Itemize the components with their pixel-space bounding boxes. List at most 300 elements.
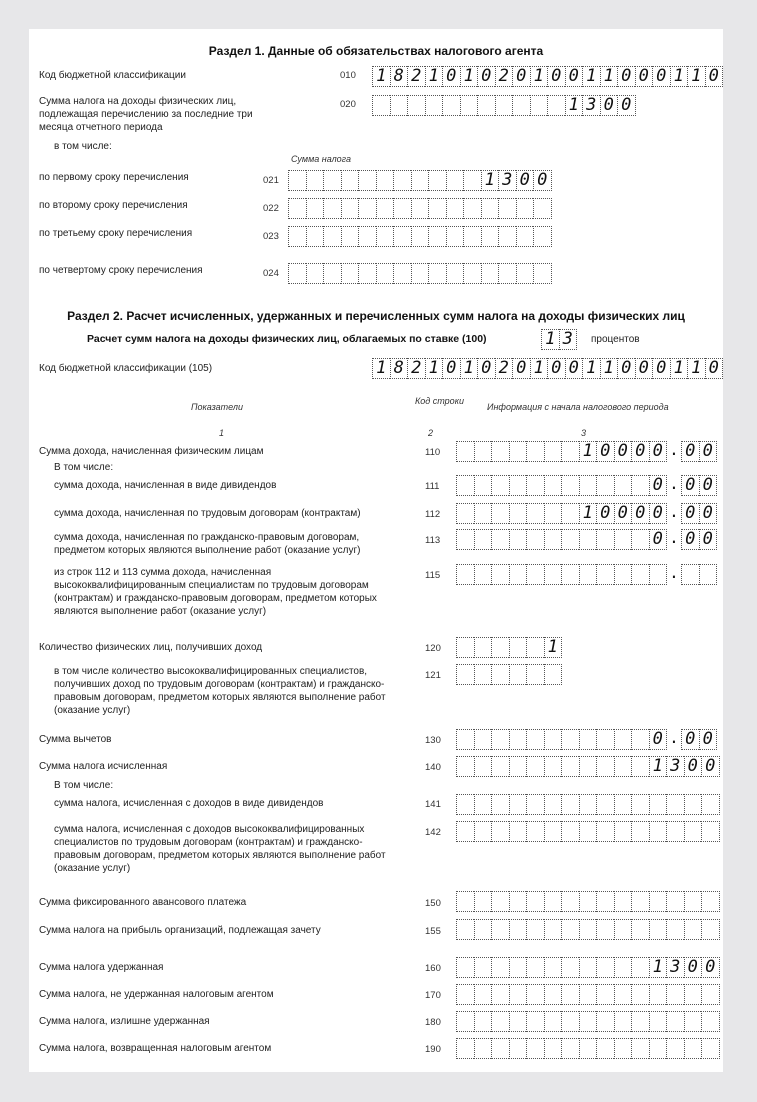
- digit-cell[interactable]: [456, 919, 474, 940]
- digit-cell[interactable]: [411, 170, 429, 191]
- digit-cell[interactable]: 0: [699, 441, 718, 462]
- row-112-field[interactable]: [456, 503, 717, 524]
- digit-cell[interactable]: 0: [681, 475, 699, 496]
- digit-cell[interactable]: [491, 441, 509, 462]
- digit-cell[interactable]: [460, 95, 478, 116]
- digit-cell[interactable]: [474, 1011, 492, 1032]
- digit-cell[interactable]: [456, 1038, 474, 1059]
- digit-cell[interactable]: [456, 756, 474, 777]
- digit-cell[interactable]: [701, 1038, 720, 1059]
- digit-cell[interactable]: [498, 226, 516, 247]
- digit-cell[interactable]: [596, 891, 614, 912]
- digit-cell[interactable]: [649, 794, 667, 815]
- digit-cell[interactable]: [446, 263, 464, 284]
- digit-cell[interactable]: [474, 919, 492, 940]
- digit-cell[interactable]: [596, 821, 614, 842]
- digit-cell[interactable]: [456, 794, 474, 815]
- digit-cell[interactable]: [596, 729, 614, 750]
- digit-cell[interactable]: [649, 821, 667, 842]
- term-3-field[interactable]: [288, 226, 552, 247]
- digit-cell[interactable]: [596, 529, 614, 550]
- row-141-field[interactable]: [456, 794, 720, 815]
- digit-cell[interactable]: [596, 794, 614, 815]
- digit-cell[interactable]: 0: [617, 95, 636, 116]
- digit-cell[interactable]: 0: [442, 358, 460, 379]
- digit-cell[interactable]: [544, 729, 562, 750]
- digit-cell[interactable]: 0: [684, 957, 702, 978]
- digit-cell[interactable]: [491, 891, 509, 912]
- digit-cell[interactable]: 0: [631, 441, 649, 462]
- digit-cell[interactable]: [446, 198, 464, 219]
- digit-cell[interactable]: [509, 503, 527, 524]
- digit-cell[interactable]: [631, 529, 649, 550]
- row-155-field[interactable]: [456, 919, 720, 940]
- row-140-field[interactable]: [456, 756, 720, 777]
- digit-cell[interactable]: [544, 984, 562, 1005]
- digit-cell[interactable]: 0: [596, 503, 614, 524]
- digit-cell[interactable]: [561, 475, 579, 496]
- digit-cell[interactable]: [393, 263, 411, 284]
- digit-cell[interactable]: [474, 441, 492, 462]
- digit-cell[interactable]: [631, 1038, 649, 1059]
- digit-cell[interactable]: [561, 529, 579, 550]
- digit-cell[interactable]: 1: [600, 66, 618, 87]
- digit-cell[interactable]: [491, 529, 509, 550]
- digit-cell[interactable]: [393, 226, 411, 247]
- digit-cell[interactable]: [509, 729, 527, 750]
- digit-cell[interactable]: [526, 564, 544, 585]
- digit-cell[interactable]: 0: [635, 358, 653, 379]
- digit-cell[interactable]: [561, 984, 579, 1005]
- digit-cell[interactable]: [544, 756, 562, 777]
- digit-cell[interactable]: [306, 198, 324, 219]
- digit-cell[interactable]: [596, 756, 614, 777]
- digit-cell[interactable]: 1: [425, 66, 443, 87]
- digit-cell[interactable]: [474, 957, 492, 978]
- digit-cell[interactable]: 0: [649, 441, 668, 462]
- digit-cell[interactable]: [509, 794, 527, 815]
- digit-cell[interactable]: [701, 1011, 720, 1032]
- digit-cell[interactable]: [631, 1011, 649, 1032]
- digit-cell[interactable]: [684, 919, 702, 940]
- digit-cell[interactable]: 3: [498, 170, 516, 191]
- digit-cell[interactable]: [509, 756, 527, 777]
- digit-cell[interactable]: [509, 1038, 527, 1059]
- digit-cell[interactable]: [341, 170, 359, 191]
- digit-cell[interactable]: [579, 729, 597, 750]
- digit-cell[interactable]: 0: [701, 756, 720, 777]
- digit-cell[interactable]: [526, 756, 544, 777]
- digit-cell[interactable]: [596, 1038, 614, 1059]
- digit-cell[interactable]: [526, 475, 544, 496]
- digit-cell[interactable]: [516, 226, 534, 247]
- digit-cell[interactable]: [491, 729, 509, 750]
- digit-cell[interactable]: [649, 1011, 667, 1032]
- digit-cell[interactable]: [666, 984, 684, 1005]
- digit-cell[interactable]: [491, 756, 509, 777]
- digit-cell[interactable]: [526, 1011, 544, 1032]
- digit-cell[interactable]: [614, 794, 632, 815]
- tax-sum-field[interactable]: [372, 95, 636, 116]
- digit-cell[interactable]: [631, 891, 649, 912]
- digit-cell[interactable]: [474, 821, 492, 842]
- digit-cell[interactable]: [544, 1011, 562, 1032]
- digit-cell[interactable]: 1: [372, 66, 390, 87]
- digit-cell[interactable]: [306, 263, 324, 284]
- digit-cell[interactable]: [509, 441, 527, 462]
- digit-cell[interactable]: 0: [565, 66, 583, 87]
- digit-cell[interactable]: [376, 263, 394, 284]
- row-120-field[interactable]: [456, 637, 562, 658]
- digit-cell[interactable]: [561, 756, 579, 777]
- digit-cell[interactable]: 1: [460, 358, 478, 379]
- digit-cell[interactable]: 1: [544, 637, 563, 658]
- digit-cell[interactable]: [579, 919, 597, 940]
- digit-cell[interactable]: [631, 919, 649, 940]
- digit-cell[interactable]: [547, 95, 565, 116]
- digit-cell[interactable]: [649, 984, 667, 1005]
- digit-cell[interactable]: [561, 821, 579, 842]
- digit-cell[interactable]: [631, 821, 649, 842]
- digit-cell[interactable]: [614, 529, 632, 550]
- digit-cell[interactable]: [306, 226, 324, 247]
- digit-cell[interactable]: [544, 664, 563, 685]
- digit-cell[interactable]: 1: [579, 503, 597, 524]
- digit-cell[interactable]: [428, 170, 446, 191]
- digit-cell[interactable]: 0: [512, 358, 530, 379]
- digit-cell[interactable]: [498, 198, 516, 219]
- digit-cell[interactable]: [491, 503, 509, 524]
- digit-cell[interactable]: 0: [699, 529, 718, 550]
- digit-cell[interactable]: [474, 529, 492, 550]
- row-190-field[interactable]: [456, 1038, 720, 1059]
- digit-cell[interactable]: 0: [649, 475, 668, 496]
- digit-cell[interactable]: [614, 475, 632, 496]
- digit-cell[interactable]: 1: [530, 358, 548, 379]
- digit-cell[interactable]: [456, 891, 474, 912]
- digit-cell[interactable]: 0: [681, 441, 699, 462]
- digit-cell[interactable]: [666, 891, 684, 912]
- digit-cell[interactable]: [526, 957, 544, 978]
- digit-cell[interactable]: [474, 891, 492, 912]
- digit-cell[interactable]: [544, 529, 562, 550]
- digit-cell[interactable]: [544, 891, 562, 912]
- digit-cell[interactable]: [407, 95, 425, 116]
- digit-cell[interactable]: 1: [425, 358, 443, 379]
- digit-cell[interactable]: 1: [670, 66, 688, 87]
- digit-cell[interactable]: 1: [582, 358, 600, 379]
- term-2-field[interactable]: [288, 198, 552, 219]
- digit-cell[interactable]: [288, 226, 306, 247]
- digit-cell[interactable]: [456, 441, 474, 462]
- digit-cell[interactable]: [579, 891, 597, 912]
- digit-cell[interactable]: [614, 1038, 632, 1059]
- digit-cell[interactable]: [631, 475, 649, 496]
- digit-cell[interactable]: [474, 664, 492, 685]
- digit-cell[interactable]: 0: [533, 170, 552, 191]
- digit-cell[interactable]: [699, 564, 718, 585]
- digit-cell[interactable]: [512, 95, 530, 116]
- digit-cell[interactable]: [474, 756, 492, 777]
- digit-cell[interactable]: [491, 664, 509, 685]
- digit-cell[interactable]: [631, 957, 649, 978]
- digit-cell[interactable]: [491, 1011, 509, 1032]
- digit-cell[interactable]: [390, 95, 408, 116]
- digit-cell[interactable]: 0: [635, 66, 653, 87]
- digit-cell[interactable]: [491, 637, 509, 658]
- digit-cell[interactable]: 0: [617, 66, 635, 87]
- digit-cell[interactable]: [358, 198, 376, 219]
- digit-cell[interactable]: [544, 475, 562, 496]
- digit-cell[interactable]: [596, 919, 614, 940]
- digit-cell[interactable]: 8: [390, 358, 408, 379]
- digit-cell[interactable]: [614, 984, 632, 1005]
- digit-cell[interactable]: [495, 95, 513, 116]
- digit-cell[interactable]: [477, 95, 495, 116]
- digit-cell[interactable]: 0: [477, 66, 495, 87]
- digit-cell[interactable]: [491, 919, 509, 940]
- digit-cell[interactable]: [579, 529, 597, 550]
- digit-cell[interactable]: [561, 891, 579, 912]
- digit-cell[interactable]: [491, 957, 509, 978]
- digit-cell[interactable]: 0: [705, 358, 724, 379]
- digit-cell[interactable]: 0: [617, 358, 635, 379]
- digit-cell[interactable]: [509, 637, 527, 658]
- digit-cell[interactable]: [491, 821, 509, 842]
- digit-cell[interactable]: [463, 170, 481, 191]
- digit-cell[interactable]: [579, 756, 597, 777]
- digit-cell[interactable]: 0: [596, 441, 614, 462]
- digit-cell[interactable]: [526, 919, 544, 940]
- digit-cell[interactable]: 0: [649, 503, 668, 524]
- digit-cell[interactable]: [456, 475, 474, 496]
- digit-cell[interactable]: [474, 475, 492, 496]
- digit-cell[interactable]: [544, 957, 562, 978]
- digit-cell[interactable]: [544, 794, 562, 815]
- digit-cell[interactable]: 0: [565, 358, 583, 379]
- digit-cell[interactable]: 1: [649, 957, 667, 978]
- digit-cell[interactable]: [456, 529, 474, 550]
- row-121-field[interactable]: [456, 664, 562, 685]
- digit-cell[interactable]: 1: [582, 66, 600, 87]
- digit-cell[interactable]: [526, 891, 544, 912]
- row-110-field[interactable]: [456, 441, 717, 462]
- digit-cell[interactable]: [561, 503, 579, 524]
- digit-cell[interactable]: [666, 821, 684, 842]
- digit-cell[interactable]: [666, 794, 684, 815]
- digit-cell[interactable]: [509, 664, 527, 685]
- digit-cell[interactable]: [544, 564, 562, 585]
- digit-cell[interactable]: 1: [649, 756, 667, 777]
- digit-cell[interactable]: [516, 263, 534, 284]
- digit-cell[interactable]: 0: [631, 503, 649, 524]
- digit-cell[interactable]: [456, 1011, 474, 1032]
- digit-cell[interactable]: [561, 564, 579, 585]
- digit-cell[interactable]: [701, 984, 720, 1005]
- digit-cell[interactable]: [579, 957, 597, 978]
- digit-cell[interactable]: [701, 919, 720, 940]
- digit-cell[interactable]: [526, 984, 544, 1005]
- digit-cell[interactable]: [491, 564, 509, 585]
- row-130-field[interactable]: [456, 729, 717, 750]
- digit-cell[interactable]: [526, 664, 544, 685]
- digit-cell[interactable]: [411, 198, 429, 219]
- digit-cell[interactable]: 3: [582, 95, 600, 116]
- digit-cell[interactable]: 0: [699, 729, 718, 750]
- digit-cell[interactable]: [579, 564, 597, 585]
- digit-cell[interactable]: [393, 198, 411, 219]
- digit-cell[interactable]: 3: [666, 756, 684, 777]
- digit-cell[interactable]: [631, 794, 649, 815]
- digit-cell[interactable]: [649, 891, 667, 912]
- digit-cell[interactable]: [456, 664, 474, 685]
- digit-cell[interactable]: [526, 1038, 544, 1059]
- digit-cell[interactable]: [341, 226, 359, 247]
- digit-cell[interactable]: [526, 794, 544, 815]
- digit-cell[interactable]: [456, 729, 474, 750]
- digit-cell[interactable]: 1: [670, 358, 688, 379]
- digit-cell[interactable]: 0: [600, 95, 618, 116]
- digit-cell[interactable]: [474, 564, 492, 585]
- digit-cell[interactable]: [544, 1038, 562, 1059]
- digit-cell[interactable]: [481, 226, 499, 247]
- row-113-field[interactable]: [456, 529, 717, 550]
- digit-cell[interactable]: 0: [442, 66, 460, 87]
- digit-cell[interactable]: [596, 1011, 614, 1032]
- digit-cell[interactable]: [474, 503, 492, 524]
- digit-cell[interactable]: [341, 198, 359, 219]
- digit-cell[interactable]: [306, 170, 324, 191]
- digit-cell[interactable]: [491, 475, 509, 496]
- term-4-field[interactable]: [288, 263, 552, 284]
- digit-cell[interactable]: [684, 821, 702, 842]
- digit-cell[interactable]: [666, 1011, 684, 1032]
- digit-cell[interactable]: [614, 957, 632, 978]
- digit-cell[interactable]: [411, 263, 429, 284]
- digit-cell[interactable]: [509, 919, 527, 940]
- digit-cell[interactable]: [456, 503, 474, 524]
- digit-cell[interactable]: [614, 821, 632, 842]
- digit-cell[interactable]: 0: [684, 756, 702, 777]
- digit-cell[interactable]: [684, 984, 702, 1005]
- digit-cell[interactable]: [491, 794, 509, 815]
- digit-cell[interactable]: 1: [541, 329, 559, 350]
- digit-cell[interactable]: [533, 226, 552, 247]
- digit-cell[interactable]: [425, 95, 443, 116]
- digit-cell[interactable]: [323, 226, 341, 247]
- digit-cell[interactable]: [561, 729, 579, 750]
- digit-cell[interactable]: [596, 475, 614, 496]
- digit-cell[interactable]: [544, 821, 562, 842]
- digit-cell[interactable]: 1: [372, 358, 390, 379]
- digit-cell[interactable]: [456, 984, 474, 1005]
- digit-cell[interactable]: [456, 957, 474, 978]
- digit-cell[interactable]: [631, 729, 649, 750]
- digit-cell[interactable]: [376, 226, 394, 247]
- digit-cell[interactable]: 8: [390, 66, 408, 87]
- digit-cell[interactable]: [358, 170, 376, 191]
- digit-cell[interactable]: [666, 919, 684, 940]
- digit-cell[interactable]: [428, 263, 446, 284]
- digit-cell[interactable]: [631, 756, 649, 777]
- row-142-field[interactable]: [456, 821, 720, 842]
- digit-cell[interactable]: 2: [407, 358, 425, 379]
- digit-cell[interactable]: [579, 794, 597, 815]
- digit-cell[interactable]: 0: [614, 441, 632, 462]
- digit-cell[interactable]: 0: [681, 503, 699, 524]
- digit-cell[interactable]: [509, 529, 527, 550]
- digit-cell[interactable]: [341, 263, 359, 284]
- digit-cell[interactable]: [561, 1011, 579, 1032]
- digit-cell[interactable]: 0: [701, 957, 720, 978]
- digit-cell[interactable]: [596, 957, 614, 978]
- digit-cell[interactable]: [649, 919, 667, 940]
- digit-cell[interactable]: 0: [699, 475, 718, 496]
- digit-cell[interactable]: [428, 226, 446, 247]
- digit-cell[interactable]: [288, 170, 306, 191]
- digit-cell[interactable]: [491, 1038, 509, 1059]
- digit-cell[interactable]: [323, 170, 341, 191]
- digit-cell[interactable]: [509, 821, 527, 842]
- digit-cell[interactable]: 2: [495, 66, 513, 87]
- digit-cell[interactable]: [526, 529, 544, 550]
- digit-cell[interactable]: [526, 729, 544, 750]
- digit-cell[interactable]: [526, 637, 544, 658]
- digit-cell[interactable]: [614, 1011, 632, 1032]
- digit-cell[interactable]: 0: [705, 66, 724, 87]
- digit-cell[interactable]: 1: [687, 66, 705, 87]
- digit-cell[interactable]: [631, 564, 649, 585]
- digit-cell[interactable]: [474, 984, 492, 1005]
- digit-cell[interactable]: [533, 198, 552, 219]
- digit-cell[interactable]: 0: [649, 529, 668, 550]
- digit-cell[interactable]: [666, 1038, 684, 1059]
- digit-cell[interactable]: [446, 170, 464, 191]
- digit-cell[interactable]: 0: [652, 358, 670, 379]
- digit-cell[interactable]: [614, 756, 632, 777]
- digit-cell[interactable]: [614, 564, 632, 585]
- digit-cell[interactable]: 0: [681, 729, 699, 750]
- digit-cell[interactable]: [701, 821, 720, 842]
- digit-cell[interactable]: 3: [666, 957, 684, 978]
- digit-cell[interactable]: [649, 1038, 667, 1059]
- digit-cell[interactable]: [614, 729, 632, 750]
- digit-cell[interactable]: [491, 984, 509, 1005]
- rate-field[interactable]: [541, 329, 577, 350]
- digit-cell[interactable]: [516, 198, 534, 219]
- digit-cell[interactable]: [288, 263, 306, 284]
- digit-cell[interactable]: 1: [481, 170, 499, 191]
- digit-cell[interactable]: [561, 794, 579, 815]
- row-150-field[interactable]: [456, 891, 720, 912]
- digit-cell[interactable]: [533, 263, 552, 284]
- digit-cell[interactable]: [463, 263, 481, 284]
- digit-cell[interactable]: [456, 637, 474, 658]
- digit-cell[interactable]: [614, 919, 632, 940]
- digit-cell[interactable]: 1: [579, 441, 597, 462]
- digit-cell[interactable]: [323, 198, 341, 219]
- digit-cell[interactable]: 0: [652, 66, 670, 87]
- digit-cell[interactable]: [561, 957, 579, 978]
- digit-cell[interactable]: [393, 170, 411, 191]
- digit-cell[interactable]: [474, 794, 492, 815]
- digit-cell[interactable]: [358, 263, 376, 284]
- digit-cell[interactable]: 0: [516, 170, 534, 191]
- digit-cell[interactable]: [463, 198, 481, 219]
- digit-cell[interactable]: [509, 1011, 527, 1032]
- row-170-field[interactable]: [456, 984, 720, 1005]
- row-180-field[interactable]: [456, 1011, 720, 1032]
